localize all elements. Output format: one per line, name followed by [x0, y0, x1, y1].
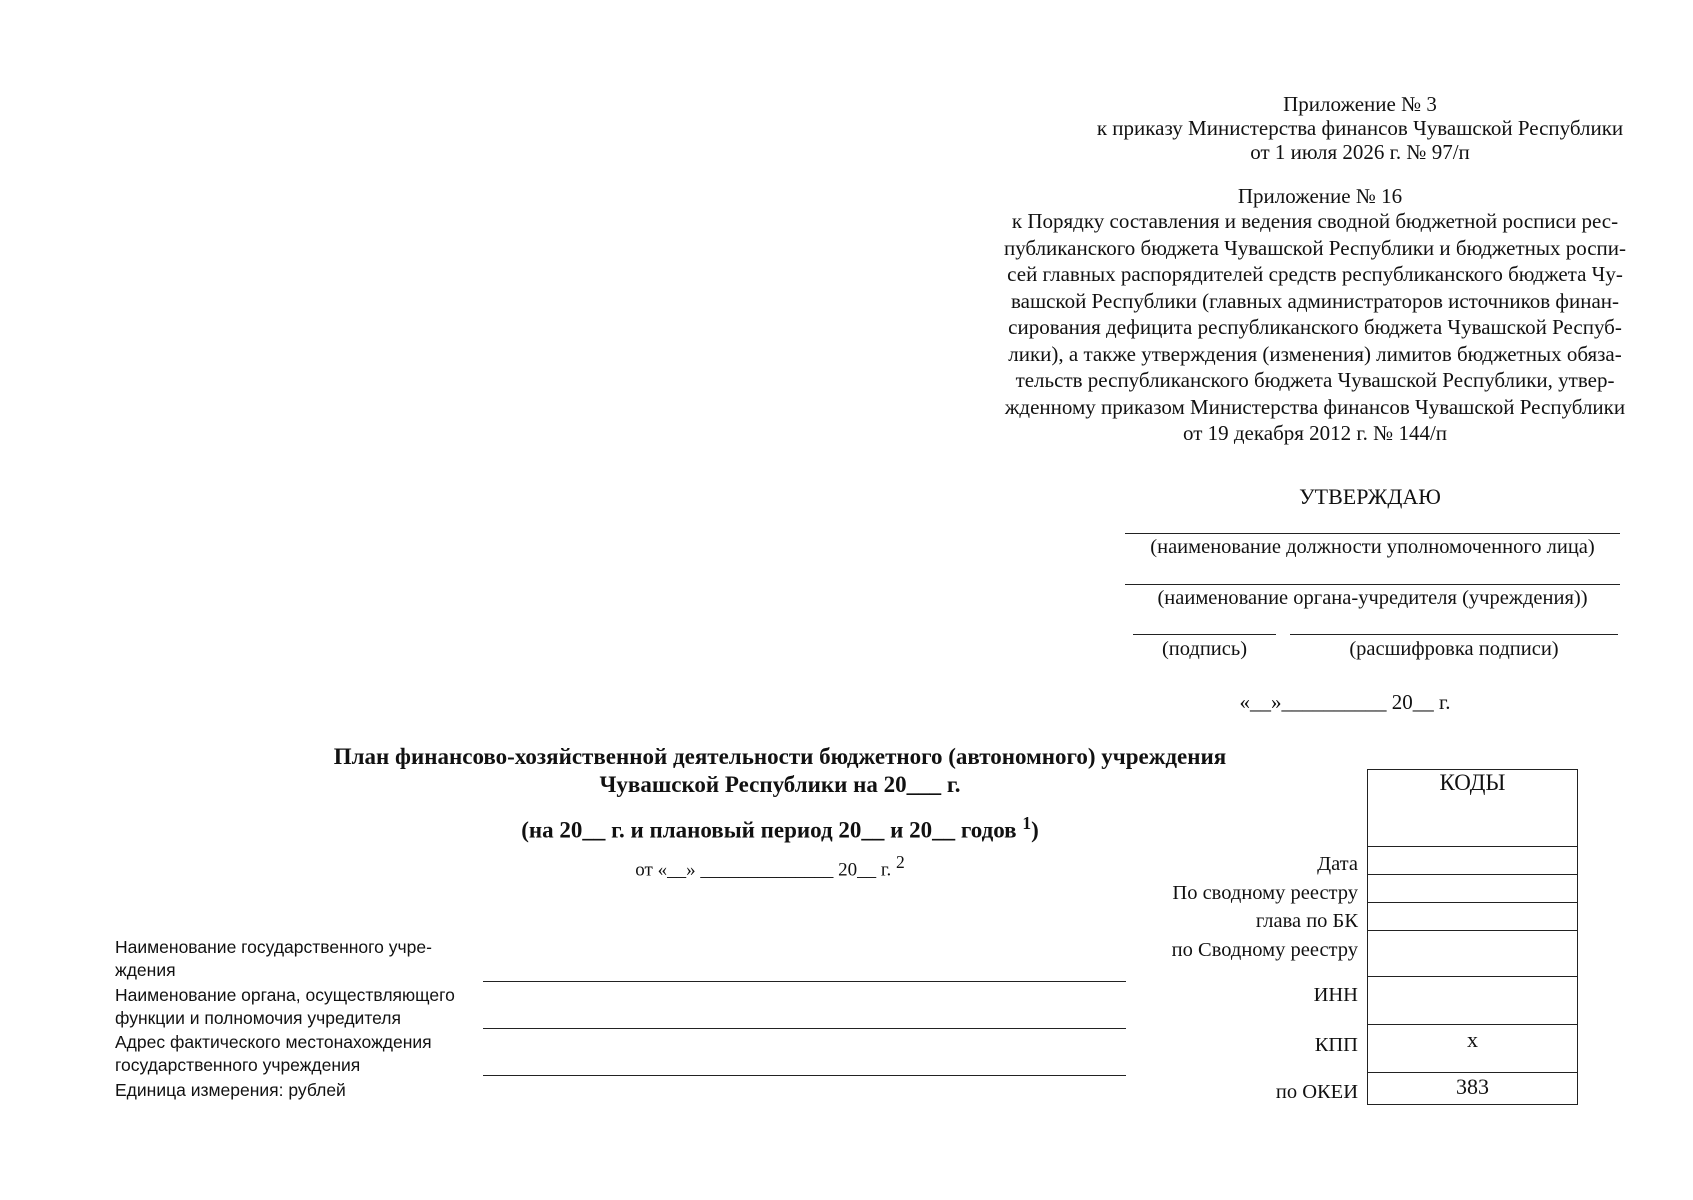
unit-label: Единица измерения: рублей	[115, 1080, 346, 1100]
appendix-16-line: сирования дефицита республиканского бюджета Чувашской Респуб-	[1008, 315, 1622, 339]
inn-label: ИНН	[1313, 984, 1358, 1006]
registry2-code-cell[interactable]	[1368, 930, 1577, 977]
signature-decoding-line[interactable]	[1290, 634, 1618, 635]
appendix-16-body	[970, 208, 1660, 447]
appendix-16-line: сей главных распорядителей средств республиканского бюджета Чу-	[1007, 262, 1623, 286]
approval-date: «__»__________ 20__ г.	[1239, 690, 1451, 714]
organ-signature-line[interactable]	[1125, 584, 1620, 585]
appendix-16-line: от 19 декабря 2012 г. № 144/п	[1182, 421, 1448, 445]
plan-date-text: от «__» ______________ 20__ г.	[635, 859, 892, 881]
appendix-16-line: к Порядку составления и ведения сводной бюджетной росписи рес-	[1011, 209, 1619, 233]
date-code-cell[interactable]	[1368, 846, 1577, 875]
appendix-16-title: Приложение № 16	[1237, 184, 1403, 208]
codes-table	[1367, 769, 1578, 1105]
appendix-16-line: публиканского бюджета Чувашской Республики и бюджетных роспи-	[1003, 235, 1627, 260]
plan-title-line1: План финансово-хозяйственной деятельности бюджетного (автономного) учреждения	[333, 744, 1227, 769]
signature-decoding-caption: (расшифровка подписи)	[1349, 638, 1559, 660]
plan-period-close: )	[1031, 817, 1039, 843]
plan-title-line2: Чувашской Республики на 20___ г.	[599, 772, 961, 797]
appendix-16-line: лики), а также утверждения (изменения) лимитов бюджетных обяза-	[1008, 341, 1622, 366]
address-label: Адрес фактического местонахождения государственного учреждения	[115, 1032, 432, 1075]
appendix-3-order: к приказу Министерства финансов Чувашской Республики	[1096, 116, 1624, 140]
okei-code-cell[interactable]: 383	[1368, 1072, 1577, 1105]
appendix-16-line: вашской Республики (главных администраторов источников финан-	[1010, 288, 1620, 313]
codes-header: КОДЫ	[1439, 770, 1506, 795]
position-caption: (наименование должности уполномоченного лица)	[1150, 536, 1595, 558]
appendix-3-title: Приложение № 3	[1283, 92, 1437, 116]
chapter-label: глава по БК	[1255, 910, 1358, 932]
position-signature-line[interactable]	[1125, 533, 1620, 534]
appendix-16-line: жденному приказом Министерства финансов Чувашской Республики	[1004, 394, 1626, 419]
appendix-3-header	[1040, 92, 1680, 164]
kpp-label: КПП	[1314, 1034, 1358, 1056]
chapter-code-cell[interactable]	[1368, 902, 1577, 931]
footnote-1: 1	[1022, 813, 1032, 833]
kpp-code-cell[interactable]: х	[1368, 1024, 1577, 1073]
address-field-line[interactable]	[483, 1075, 1126, 1076]
plan-period	[430, 813, 1130, 844]
okei-label: по ОКЕИ	[1275, 1081, 1358, 1103]
plan-period-text: (на 20__ г. и плановый период 20__ и 20__ годов	[521, 817, 1017, 843]
inn-code-cell[interactable]	[1368, 976, 1577, 1025]
institution-label: Наименование государственного учре- ждения	[115, 937, 432, 980]
footnote-2: 2	[895, 852, 905, 872]
registry-label: По сводному реестру	[1172, 882, 1358, 904]
institution-field-line[interactable]	[483, 981, 1126, 982]
registry2-label: по Сводному реестру	[1171, 939, 1358, 961]
appendix-16-line: тельств республиканского бюджета Чувашской Республики, утвер-	[1015, 368, 1615, 392]
appendix-3-date: от 1 июля 2026 г. № 97/п	[1250, 140, 1470, 164]
registry-code-cell[interactable]	[1368, 874, 1577, 903]
plan-date	[560, 852, 980, 881]
founder-field-line[interactable]	[483, 1028, 1126, 1029]
signature-line[interactable]	[1133, 634, 1276, 635]
organ-caption: (наименование органа-учредителя (учреждения))	[1157, 587, 1588, 609]
date-label: Дата	[1317, 853, 1358, 875]
founder-label: Наименование органа, осуществляющего функции и полномочия учредителя	[115, 985, 455, 1028]
approval-heading: УТВЕРЖДАЮ	[1299, 484, 1441, 509]
signature-caption: (подпись)	[1161, 638, 1248, 660]
